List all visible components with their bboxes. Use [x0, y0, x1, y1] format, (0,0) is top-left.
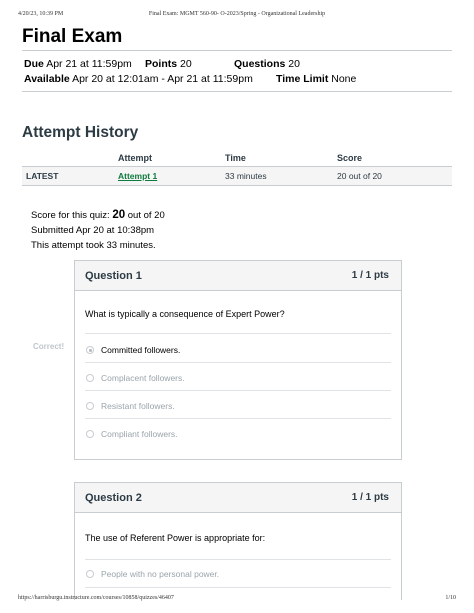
- attempt-history-header: [22, 153, 452, 165]
- answer-option[interactable]: People with no personal power.: [101, 569, 219, 579]
- column-header-score: Score: [337, 153, 363, 163]
- print-page-number: 1/10: [445, 595, 456, 601]
- meta-divider: [22, 91, 452, 92]
- radio-icon[interactable]: [86, 430, 94, 438]
- latest-badge: LATEST: [26, 171, 59, 181]
- attempt-1-link[interactable]: Attempt 1: [118, 171, 158, 181]
- available-info: Available Apr 20 at 12:01am - Apr 21 at 11:59pm: [24, 73, 253, 85]
- attempt-duration: This attempt took 33 minutes.: [31, 240, 156, 251]
- print-footer: [18, 595, 456, 605]
- title-divider: [22, 50, 452, 51]
- column-header-time: Time: [225, 153, 246, 163]
- time-limit-info: Time Limit None: [276, 73, 357, 85]
- attempt-time: 33 minutes: [225, 171, 267, 181]
- question-1-card: [74, 260, 402, 460]
- question-2-text: The use of Referent Power is appropriate for:: [85, 533, 266, 543]
- answer-divider: [85, 390, 391, 391]
- question-1-header: [75, 261, 401, 291]
- question-1-divider: [85, 333, 391, 334]
- radio-selected-icon[interactable]: [86, 346, 94, 354]
- question-2-card: [74, 482, 402, 600]
- radio-icon[interactable]: [86, 570, 94, 578]
- question-2-header: [75, 483, 401, 513]
- correct-indicator: Correct!: [33, 342, 65, 351]
- print-page-title: Final Exam: MGMT 560-90- O-2023/Spring - Organizational Leadership: [148, 11, 326, 17]
- question-2-divider: [85, 559, 391, 560]
- due-info: Due Apr 21 at 11:59pm: [24, 58, 132, 70]
- submitted-timestamp: Submitted Apr 20 at 10:38pm: [31, 225, 155, 236]
- radio-icon[interactable]: [86, 374, 94, 382]
- answer-option[interactable]: Compliant followers.: [101, 429, 178, 439]
- radio-icon[interactable]: [86, 402, 94, 410]
- quiz-score-summary: Score for this quiz: 20 out of 20: [31, 209, 165, 221]
- attempt-history-heading: Attempt History: [22, 124, 139, 141]
- attempt-score: 20 out of 20: [337, 171, 382, 181]
- question-1-points: 1 / 1 pts: [351, 270, 389, 281]
- answer-option[interactable]: Resistant followers.: [101, 401, 175, 411]
- questions-info: Questions 20: [234, 58, 300, 70]
- question-1-text: What is typically a consequence of Expert Power?: [85, 309, 285, 319]
- question-2-points: 1 / 1 pts: [351, 492, 389, 503]
- points-info: Points 20: [145, 58, 192, 70]
- print-header: [18, 11, 456, 21]
- print-datetime: 4/20/23, 10:39 PM: [18, 11, 64, 17]
- question-2-title: Question 2: [85, 492, 142, 504]
- answer-divider: [85, 587, 391, 588]
- quiz-score-value: 20: [112, 209, 126, 221]
- question-1-title: Question 1: [85, 270, 142, 282]
- column-header-attempt: Attempt: [118, 153, 152, 163]
- answer-option[interactable]: Complacent followers.: [101, 373, 185, 383]
- answer-divider: [85, 362, 391, 363]
- answer-option[interactable]: Committed followers.: [101, 345, 180, 355]
- answer-divider: [85, 418, 391, 419]
- page-title: Final Exam: [22, 26, 123, 47]
- print-url: https://harrisburgu.instructure.com/courses/10858/quizzes/46407: [18, 595, 174, 601]
- table-row: [22, 166, 452, 186]
